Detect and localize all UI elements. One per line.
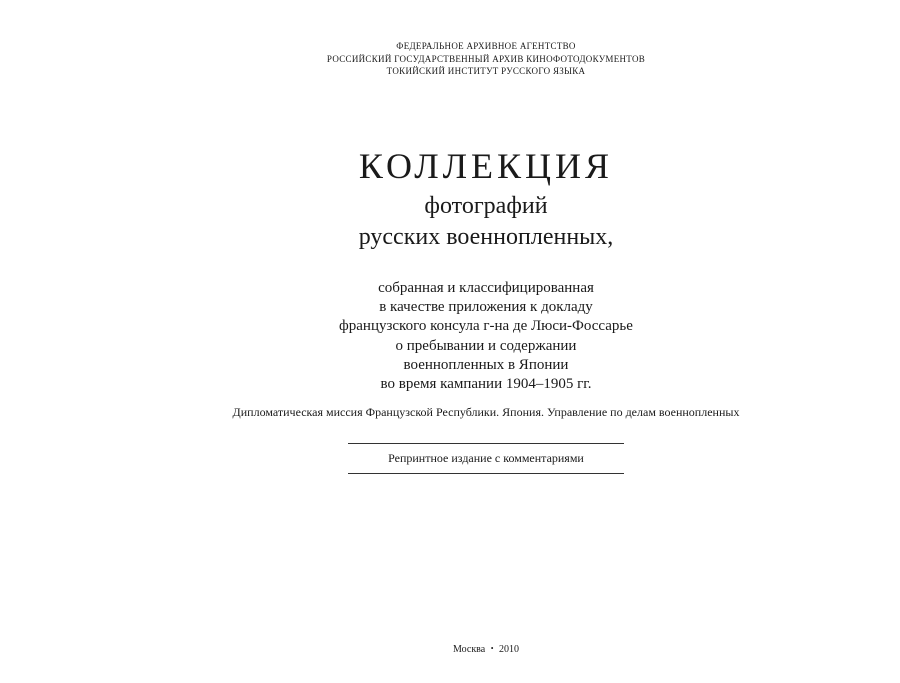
book-subtitle <box>0 191 900 253</box>
imprint-city: Москва <box>452 644 486 655</box>
book-title: КОЛЛЕКЦИЯ <box>358 146 614 186</box>
description-line: французского консула г-на де Люси-Фоссарье <box>339 318 633 335</box>
mission-line: Дипломатическая миссия Французской Республики. Япония. Управление по делам военнопленных <box>232 405 740 419</box>
institution-line: ТОКИЙСКИЙ ИНСТИТУТ РУССКОГО ЯЗЫКА <box>386 66 586 76</box>
edition-note: Репринтное издание с комментариями <box>388 451 584 465</box>
imprint-separator: • <box>490 644 494 653</box>
description-line: собранная и классифицированная <box>378 280 594 296</box>
institutions-block <box>0 40 900 78</box>
description-line: во время кампании 1904–1905 гг. <box>380 376 592 393</box>
subtitle-line: фотографий <box>424 193 548 219</box>
subtitle-line: русских военнопленных, <box>358 224 614 250</box>
description-line: в качестве приложения к докладу <box>379 299 593 316</box>
imprint-year: 2010 <box>499 644 520 655</box>
imprint <box>0 642 900 656</box>
institution-line: ФЕДЕРАЛЬНОЕ АРХИВНОЕ АГЕНТСТВО <box>396 41 576 51</box>
description-line: о пребывании и содержании <box>395 337 577 354</box>
top-divider <box>348 443 624 444</box>
institution-line: РОССИЙСКИЙ ГОСУДАРСТВЕННЫЙ АРХИВ КИНОФОТОДОКУМЕНТОВ <box>326 53 646 64</box>
description-line: военнопленных в Японии <box>403 356 569 373</box>
bottom-divider <box>348 473 624 474</box>
description-block <box>0 279 900 394</box>
